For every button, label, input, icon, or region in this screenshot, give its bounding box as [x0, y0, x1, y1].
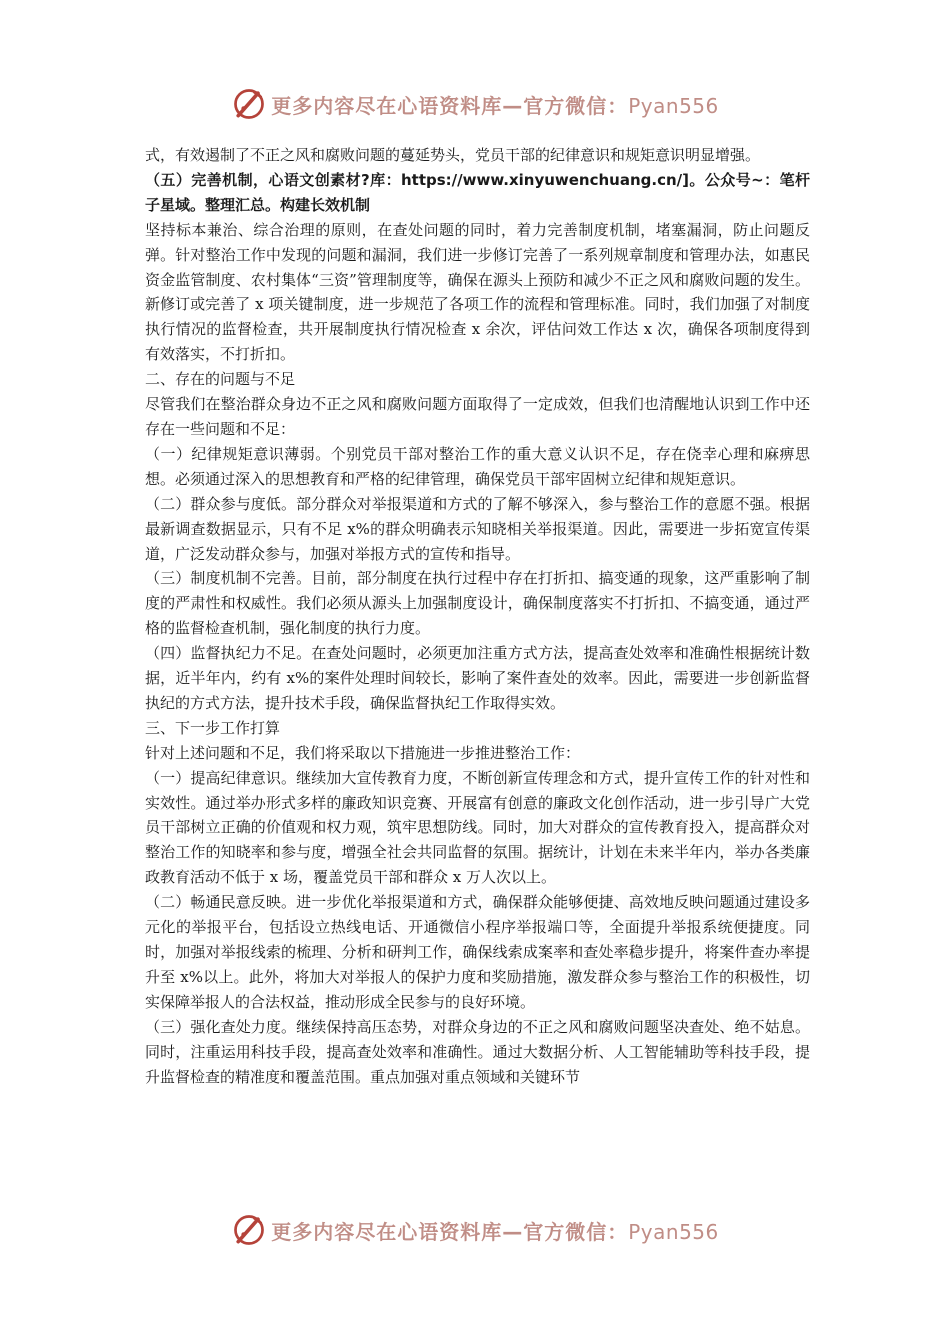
paragraph: （三）强化查处力度。继续保持高压态势，对群众身边的不正之风和腐败问题坚决查处、绝不姑息。同时，注重运用科技手段，提高查处效率和准确性。通过大数据分析、人工智能辅助等科技手段，提升监督检查的精准度和覆盖范围。重点加强对重点领域和关键环节	[145, 1017, 810, 1086]
paragraph: 式，有效遏制了不正之风和腐败问题的蔓延势头，党员干部的纪律意识和规矩意识明显增强。	[145, 146, 761, 164]
paragraph: 尽管我们在整治群众身边不正之风和腐败问题方面取得了一定成效，但我们也清醒地认识到工作中还存在一些问题和不足：	[145, 395, 810, 438]
banner-text: 更多内容尽在心语资料库—官方微信：Pyan556	[271, 1219, 719, 1244]
brush-logo-icon	[231, 1212, 267, 1248]
paragraph: （二）畅通民意反映。进一步优化举报渠道和方式，确保群众能够便捷、高效地反映问题通过建设多元化的举报平台，包括设立热线电话、开通微信小程序举报端口等，全面提升举报系统便捷度。同时，加强对举报线索的梳理、分析和研判工作，确保线索成案率和查处率稳步提升，将案件查办率提升至 x%以上。此外，将加大对举报人的保护力度和奖励措施，激发群众参与整治工作的积极性，切实保障举报人的合法权益，推动形成全民参与的良好环境。	[145, 893, 810, 1011]
section-heading: 三、下一步工作打算	[145, 718, 281, 737]
paragraph: 坚持标本兼治、综合治理的原则，在查处问题的同时，着力完善制度机制，堵塞漏洞，防止问题反弹。针对整治工作中发现的问题和漏洞，我们进一步修订完善了一系列规章制度和管理办法，如惠民资金监管制度、农村集体“三资”管理制度等，确保在源头上预防和减少不正之风和腐败问题的发生。新修订或完善了 x 项关键制度，进一步规范了各项工作的流程和管理标准。同时，我们加强了对制度执行情况的监督检查，共开展制度执行情况检查 x 余次，评估问效工作达 x 次，确保各项制度得到有效落实，不打折扣。	[145, 220, 810, 364]
paragraph: 针对上述问题和不足，我们将采取以下措施进一步推进整治工作：	[145, 743, 581, 762]
document-body	[145, 143, 810, 1089]
paragraph: （一）提高纪律意识。继续加大宣传教育力度，不断创新宣传理念和方式，提升宣传工作的针对性和实效性。通过举办形式多样的廉政知识竞赛、开展富有创意的廉政文化创作活动，进一步引导广大党员干部树立正确的价值观和权力观，筑牢思想防线。同时，加大对群众的宣传教育投入，提高群众对整治工作的知晓率和参与度，增强全社会共同监督的氛围。据统计，计划在未来半年内，举办各类廉政教育活动不低于 x 场，覆盖党员干部和群众 x 万人次以上。	[145, 768, 810, 887]
banner-text: 更多内容尽在心语资料库—官方微信：Pyan556	[271, 93, 719, 118]
header-banner	[0, 82, 950, 126]
section-heading: 二、存在的问题与不足	[145, 370, 296, 389]
footer-banner	[0, 1208, 950, 1252]
brush-logo-icon	[231, 86, 267, 122]
paragraph: （一）纪律规矩意识薄弱。个别党员干部对整治工作的重大意义认识不足，存在侥幸心理和麻痹思想。必须通过深入的思想教育和严格的纪律管理，确保党员干部牢固树立纪律和规矩意识。	[145, 444, 810, 488]
section-heading-bold: （五）完善机制，心语文创素材?库：https://www.xinyuwenchuang.cn/]。公众号~：笔杆子星域。整理汇总。构建长效机制	[145, 170, 810, 214]
paragraph: （二）群众参与度低。部分群众对举报渠道和方式的了解不够深入，参与整治工作的意愿不强。根据最新调查数据显示，只有不足 x%的群众明确表示知晓相关举报渠道。因此，需要进一步拓宽宣传渠道，广泛发动群众参与，加强对举报方式的宣传和指导。	[145, 494, 810, 563]
paragraph: （三）制度机制不完善。目前，部分制度在执行过程中存在打折扣、搞变通的现象，这严重影响了制度的严肃性和权威性。我们必须从源头上加强制度设计，确保制度落实不打折扣、不搞变通，通过严格的监督检查机制，强化制度的执行力度。	[145, 569, 810, 638]
paragraph: （四）监督执纪力不足。在查处问题时，必须更加注重方式方法，提高查处效率和准确性根据统计数据，近半年内，约有 x%的案件处理时间较长，影响了案件查处的效率。因此，需要进一步创新监督执纪的方式方法，提升技术手段，确保监督执纪工作取得实效。	[145, 644, 810, 712]
